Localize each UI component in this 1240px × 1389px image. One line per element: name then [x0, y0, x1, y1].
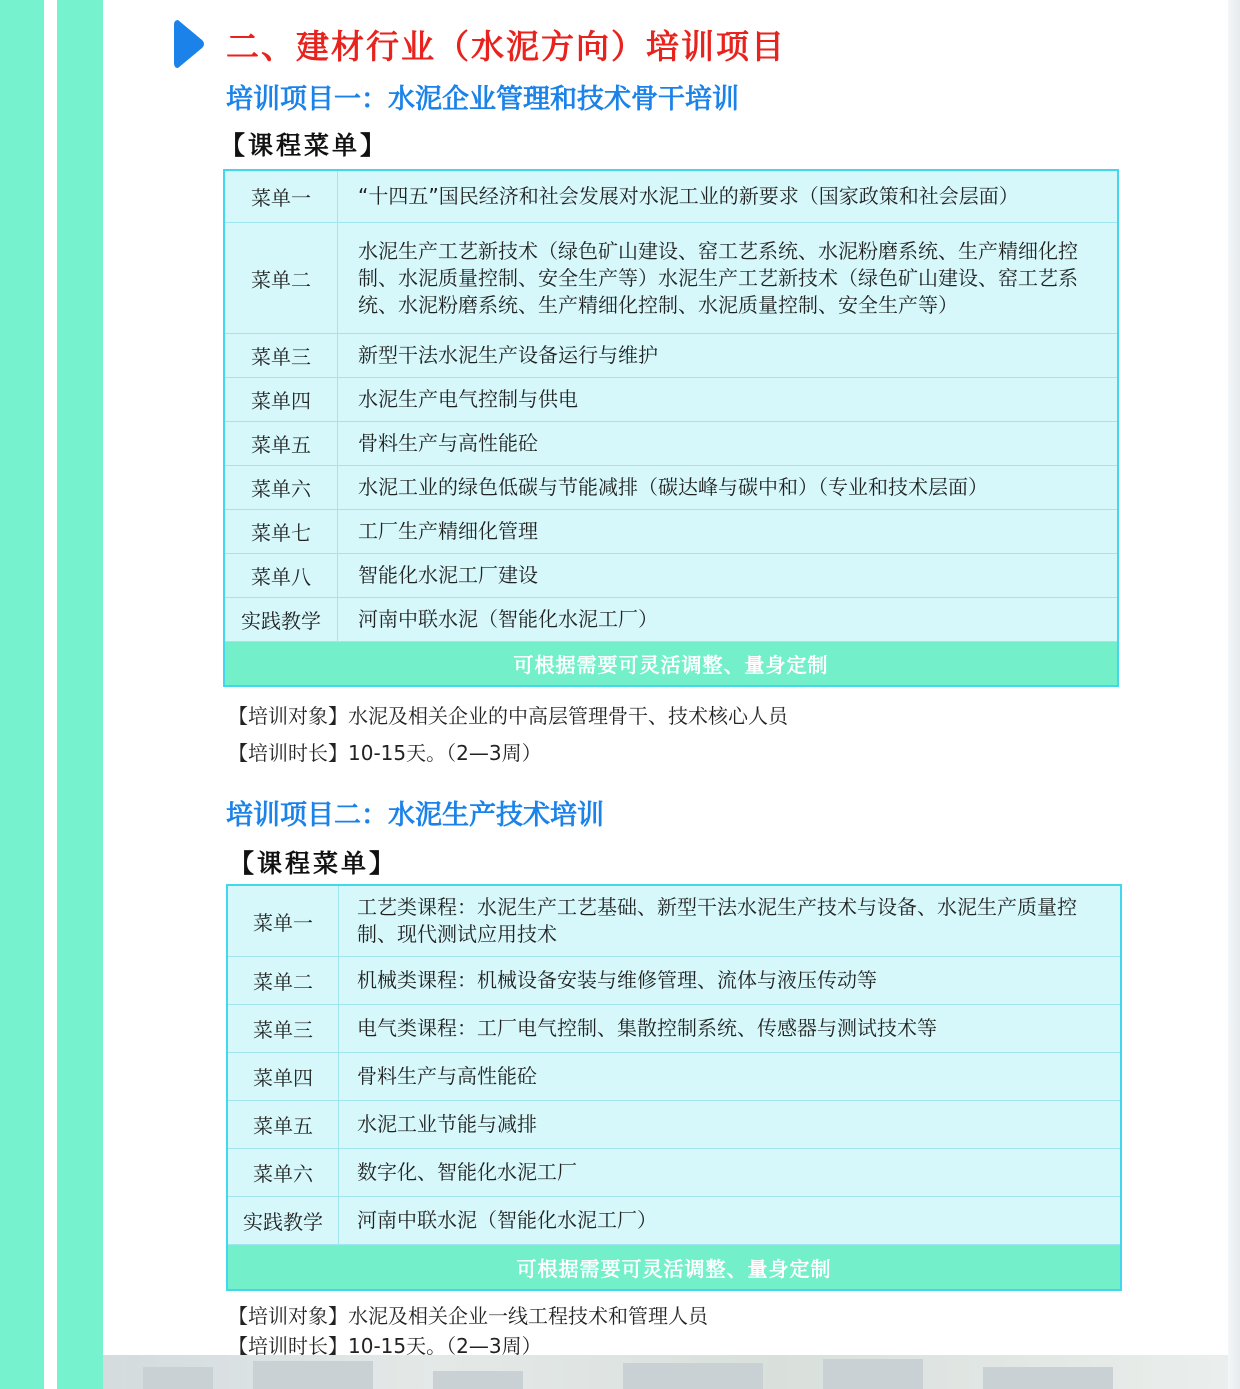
row-content: 智能化水泥工厂建设 [358, 563, 538, 587]
inner-mint-stripe [57, 0, 103, 1389]
project2-menu-heading: 【课程菜单】 [229, 849, 398, 878]
project2-duration: 【培训时长】10-15天。（2—3周） [228, 1334, 542, 1358]
row-content: 骨料生产与高性能砼 [357, 1064, 537, 1088]
table-row [228, 1005, 1120, 1053]
row-label: 菜单四 [228, 1053, 339, 1100]
row-content: 水泥工业的绿色低碳与节能减排（碳达峰与碳中和）（专业和技术层面） [358, 475, 988, 499]
row-label: 菜单三 [225, 334, 338, 377]
table-row [225, 171, 1117, 223]
project2-target: 【培训对象】水泥及相关企业一线工程技术和管理人员 [228, 1304, 708, 1328]
project1-table-footer: 可根据需要可灵活调整、量身定制 [225, 642, 1117, 685]
table-row [228, 886, 1120, 957]
row-content: 工艺类课程：水泥生产工艺基础、新型干法水泥生产技术与设备、水泥生产质量控制、现代测试应用技术 [357, 895, 1077, 946]
row-content: 新型干法水泥生产设备运行与维护 [358, 343, 658, 367]
row-content: 工厂生产精细化管理 [358, 519, 538, 543]
table-row [228, 1149, 1120, 1197]
row-content: 数字化、智能化水泥工厂 [357, 1160, 577, 1184]
table-row [225, 378, 1117, 422]
project1-duration: 【培训时长】10-15天。（2—3周） [228, 741, 542, 765]
row-label: 菜单一 [228, 886, 339, 956]
project1-course-table [223, 169, 1119, 687]
table-row [225, 554, 1117, 598]
table-row [225, 422, 1117, 466]
row-content: 骨料生产与高性能砼 [358, 431, 538, 455]
row-label: 菜单四 [225, 378, 338, 421]
table-row [228, 1197, 1120, 1245]
row-content: 机械类课程：机械设备安装与维修管理、流体与液压传动等 [357, 968, 877, 992]
project2-course-table [226, 884, 1122, 1291]
row-content: 电气类课程：工厂电气控制、集散控制系统、传感器与测试技术等 [357, 1016, 937, 1040]
table-row [225, 510, 1117, 554]
left-mint-stripe [0, 0, 44, 1389]
bottom-campus-scenery [103, 1355, 1228, 1389]
row-label: 菜单六 [228, 1149, 339, 1196]
row-content: 河南中联水泥（智能化水泥工厂） [358, 607, 658, 631]
row-label: 菜单三 [228, 1005, 339, 1052]
table-row [228, 1053, 1120, 1101]
arrow-icon [172, 18, 208, 70]
row-label: 菜单五 [228, 1101, 339, 1148]
row-content: 水泥生产工艺新技术（绿色矿山建设、窑工艺系统、水泥粉磨系统、生产精细化控制、水泥质量控制、安全生产等）水泥生产工艺新技术（绿色矿山建设、窑工艺系统、水泥粉磨系统、生产精细化控制、水泥质量控制、安全生产等） [358, 238, 1078, 317]
table-row [225, 598, 1117, 642]
row-label: 菜单八 [225, 554, 338, 597]
project1-title: 培训项目一：水泥企业管理和技术骨干培训 [226, 84, 739, 115]
project1-target: 【培训对象】水泥及相关企业的中高层管理骨干、技术核心人员 [228, 704, 788, 728]
table-row [225, 223, 1117, 334]
table-row [228, 1101, 1120, 1149]
row-label: 菜单五 [225, 422, 338, 465]
project2-title: 培训项目二：水泥生产技术培训 [226, 800, 604, 831]
right-page-edge [1228, 0, 1240, 1389]
row-label: 实践教学 [228, 1197, 339, 1244]
row-label: 菜单七 [225, 510, 338, 553]
row-label: 菜单六 [225, 466, 338, 509]
row-label: 菜单一 [225, 171, 338, 222]
project2-table-footer: 可根据需要可灵活调整、量身定制 [228, 1245, 1120, 1289]
row-label: 菜单二 [228, 957, 339, 1004]
row-content: 水泥工业节能与减排 [357, 1112, 537, 1136]
table-row [225, 466, 1117, 510]
table-row [228, 957, 1120, 1005]
row-label: 菜单二 [225, 223, 338, 333]
row-label: 实践教学 [225, 598, 338, 641]
row-content: 河南中联水泥（智能化水泥工厂） [357, 1208, 657, 1232]
section-title: 二、建材行业（水泥方向）培训项目 [226, 27, 786, 66]
project1-menu-heading: 【课程菜单】 [220, 131, 389, 160]
row-content: 水泥生产电气控制与供电 [358, 387, 578, 411]
row-content: “十四五”国民经济和社会发展对水泥工业的新要求（国家政策和社会层面） [358, 184, 1019, 208]
table-row [225, 334, 1117, 378]
